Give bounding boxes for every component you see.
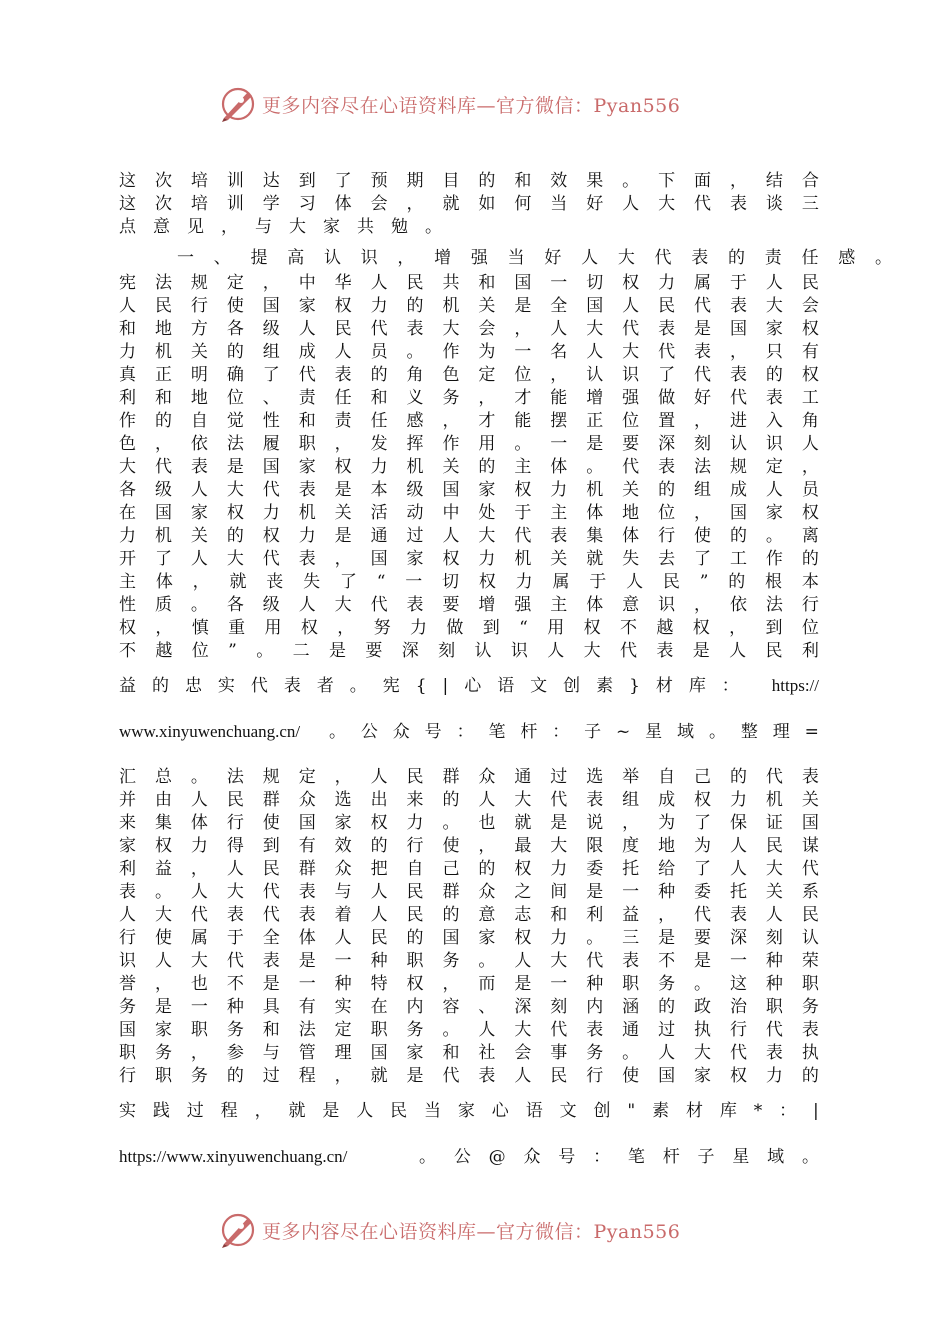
watermark-url: https://www.xinyuwenchuang.cn/	[119, 1147, 348, 1166]
watermark-text: 。 公 众 号 ： 笔 杆 ： 子 ~ 星 域 。 整 理 =	[329, 722, 819, 742]
text-line: 誉 ， 也 不 是 一 种 特 权 ， 而 是 一 种 职 务 。 这 种 职	[119, 974, 819, 994]
banner-text: 更多内容尽在心语资料库—官方微信：Pyan556	[262, 94, 681, 117]
text-line: 国 家 职 务 和 法 定 职 务 。 人 大 代 表 通 过 执 行 代 表	[119, 1020, 819, 1040]
document-body	[119, 170, 892, 1169]
text-line: 和 地 方 各 级 人 民 代 表 大 会 ， 人 大 代 表 是 国 家 权	[119, 319, 819, 339]
watermark-line-3	[119, 1099, 819, 1123]
header-banner	[218, 84, 738, 124]
text-line: 来 集 体 行 使 国 家 权 力 。 也 就 是 说 ， 为 了 保 证 国	[119, 813, 819, 833]
watermark-text: 益 的 忠 实 代 表 者 。 宪 { | 心 语 文 创 素 } 材 库 ：	[119, 676, 739, 696]
text-line: 识 人 大 代 表 是 一 种 职 务 。 人 大 代 表 不 是 一 种 荣	[119, 951, 819, 971]
text-line: 性 质 。 各 级 人 大 代 表 要 增 强 主 体 意 识 ， 依 法 行	[119, 595, 819, 615]
text-line: 表 。 人 大 代 表 与 人 民 群 众 之 间 是 一 种 委 托 关 系	[119, 882, 819, 902]
watermark-line-2	[119, 720, 819, 744]
text-line: 行 职 务 的 过 程 ， 就 是 代 表 人 民 行 使 国 家 权 力 的	[119, 1066, 819, 1086]
text-line: 人 民 行 使 国 家 权 力 的 机 关 是 全 国 人 民 代 表 大 会	[119, 296, 819, 316]
watermark-url: www.xinyuwenchuang.cn/	[119, 722, 301, 741]
watermark-url: https://	[771, 676, 819, 695]
heading-text: 一 、 提 高 认 识 ， 增 强 当 好 人 大 代 表 的 责 任 感 。	[177, 248, 892, 268]
text-line: 行 使 属 于 全 体 人 民 的 国 家 权 力 。 三 是 要 深 刻 认	[119, 928, 819, 948]
pen-logo-icon	[218, 1210, 258, 1250]
text-line: 权 ， 慎 重 用 权 ， 努 力 做 到 “ 用 权 不 越 权 ， 到 位	[119, 618, 819, 638]
text-line: 力 机 关 的 组 成 人 员 。 作 为 一 名 人 大 代 表 ， 只 有	[119, 342, 819, 362]
text-line: 利 益 ， 人 民 群 众 把 自 己 的 权 力 委 托 给 了 人 大 代	[119, 859, 819, 879]
footer-banner	[218, 1210, 738, 1250]
text-line: 务 是 一 种 具 有 实 在 内 容 、 深 刻 内 涵 的 政 治 职 务	[119, 997, 819, 1017]
text-line: 汇 总 。 法 规 定 ， 人 民 群 众 通 过 选 举 自 己 的 代 表	[119, 767, 819, 787]
paragraph-2	[119, 272, 819, 663]
text-line: 在 国 家 权 力 机 关 活 动 中 处 于 主 体 地 位 ， 国 家 权	[119, 503, 819, 523]
text-line: 宪 法 规 定 ， 中 华 人 民 共 和 国 一 切 权 力 属 于 人 民	[119, 273, 819, 293]
watermark-text: 。 公 @ 众 号 ： 笔 杆 子 星 域 。	[419, 1147, 819, 1167]
text-line: 不 越 位 ” 。 二 是 要 深 刻 认 识 人 大 代 表 是 人 民 利	[119, 641, 819, 661]
watermark-text: 实 践 过 程 ， 就 是 人 民 当 家 心 语 文 创 " 素 材 库 * ： |	[119, 1101, 819, 1121]
paragraph-1	[119, 170, 819, 239]
text-line: 人 大 代 表 代 表 着 人 民 的 意 志 和 利 益 ， 代 表 人 民	[119, 905, 819, 925]
text-line: 开 了 人 大 代 表 ， 国 家 权 力 机 关 就 失 去 了 工 作 的	[119, 549, 819, 569]
text-line: 各 级 人 大 代 表 是 本 级 国 家 权 力 机 关 的 组 成 人 员	[119, 480, 819, 500]
watermark-line-1	[119, 674, 819, 698]
banner-text: 更多内容尽在心语资料库—官方微信：Pyan556	[262, 1220, 681, 1243]
watermark-line-4	[119, 1145, 819, 1169]
text-line: 利 和 地 位 、 责 任 和 义 务 ， 才 能 增 强 做 好 代 表 工	[119, 388, 819, 408]
text-line: 这 次 培 训 达 到 了 预 期 目 的 和 效 果 。 下 面 ， 结 合	[119, 171, 819, 191]
text-line: 大 代 表 是 国 家 权 力 机 关 的 主 体 。 代 表 法 规 定 ，	[119, 457, 819, 477]
text-line: 力 机 关 的 权 力 是 通 过 人 大 代 表 集 体 行 使 的 。 离	[119, 526, 819, 546]
text-line: 主 体 ， 就 丧 失 了 “ 一 切 权 力 属 于 人 民 ” 的 根 本	[119, 572, 819, 592]
paragraph-3	[119, 766, 819, 1088]
text-line: 点 意 见 ， 与 大 家 共 勉 。	[119, 217, 442, 237]
section-heading	[119, 247, 892, 272]
text-line: 家 权 力 得 到 有 效 的 行 使 ， 最 大 限 度 地 为 人 民 谋	[119, 836, 819, 856]
text-line: 作 的 自 觉 性 和 责 任 感 ， 才 能 摆 正 位 置 ， 进 入 角	[119, 411, 819, 431]
text-line: 职 务 ， 参 与 管 理 国 家 和 社 会 事 务 。 人 大 代 表 执	[119, 1043, 819, 1063]
text-line: 并 由 人 民 群 众 选 出 来 的 人 大 代 表 组 成 权 力 机 关	[119, 790, 819, 810]
text-line: 真 正 明 确 了 代 表 的 角 色 定 位 ， 认 识 了 代 表 的 权	[119, 365, 819, 385]
text-line: 色 ， 依 法 履 职 ， 发 挥 作 用 。 一 是 要 深 刻 认 识 人	[119, 434, 819, 454]
text-line: 这 次 培 训 学 习 体 会 ， 就 如 何 当 好 人 大 代 表 谈 三	[119, 194, 819, 214]
pen-logo-icon	[218, 84, 258, 124]
